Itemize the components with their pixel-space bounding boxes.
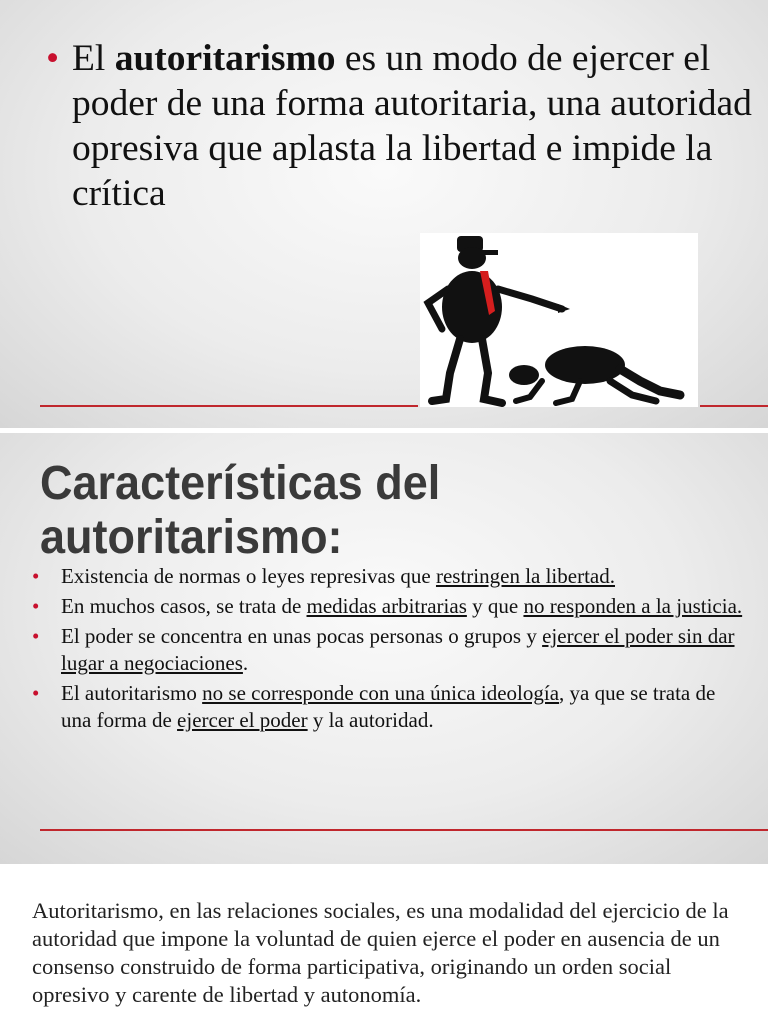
slide1-text-bold: autoritarismo <box>114 38 336 79</box>
slide3-paragraph: Autoritarismo, en las relaciones sociales, es una modalidad del ejercicio de la autoridad que impone la voluntad de quien ejerce el poder en ausencia de un consenso construido de forma participativa, originando un orden social opresivo y carente de libertad y autonomía. <box>32 898 729 1007</box>
slide1-text-post: es un modo de ejercer el poder de una forma autoritaria, una autoridad opresiva que aplasta la libertad e impide la crítica <box>72 38 752 214</box>
list-item <box>30 680 750 734</box>
item-text: . <box>242 651 249 675</box>
slide2-divider <box>40 829 768 831</box>
list-item <box>30 563 750 590</box>
item-text: Existencia de normas o leyes represivas que <box>61 564 436 588</box>
slide2-title: Características del autoritarismo: <box>40 454 441 564</box>
characteristics-list <box>30 563 750 737</box>
item-text: y que <box>466 594 524 618</box>
bullet-marker: • <box>32 564 40 588</box>
bullet-marker: • <box>32 624 40 648</box>
item-underlined-text: no se corresponde con una única ideología <box>202 681 560 705</box>
item-underlined-text: ejercer el poder <box>177 708 308 732</box>
slide1-text-pre: El <box>72 38 115 79</box>
item-underlined-text: medidas arbitrarias <box>306 594 467 618</box>
list-item <box>30 623 750 677</box>
slide1-divider-right <box>700 405 768 407</box>
item-text: El autoritarismo <box>61 681 203 705</box>
slide1-definition <box>72 36 762 216</box>
item-text: En muchos casos, se trata de <box>61 594 307 618</box>
bullet-marker: • <box>32 594 40 618</box>
slide1-divider-left <box>40 405 418 407</box>
item-underlined-text: restringen la libertad. <box>435 564 615 588</box>
item-text: , ya que se trata de una forma de <box>61 681 716 732</box>
bullet-marker: • <box>32 681 40 705</box>
authoritarian-figure-pointing-at-kneeling-figure-icon <box>420 233 698 407</box>
item-underlined-text: ejercer el poder sin dar lugar a negociaciones <box>61 624 735 675</box>
item-underlined-text: no responden a la justicia. <box>523 594 743 618</box>
slide1-bullet: • <box>46 38 60 79</box>
item-text: y la autoridad. <box>307 708 434 732</box>
list-item <box>30 593 750 620</box>
item-text: El poder se concentra en unas pocas personas o grupos y <box>61 624 543 648</box>
